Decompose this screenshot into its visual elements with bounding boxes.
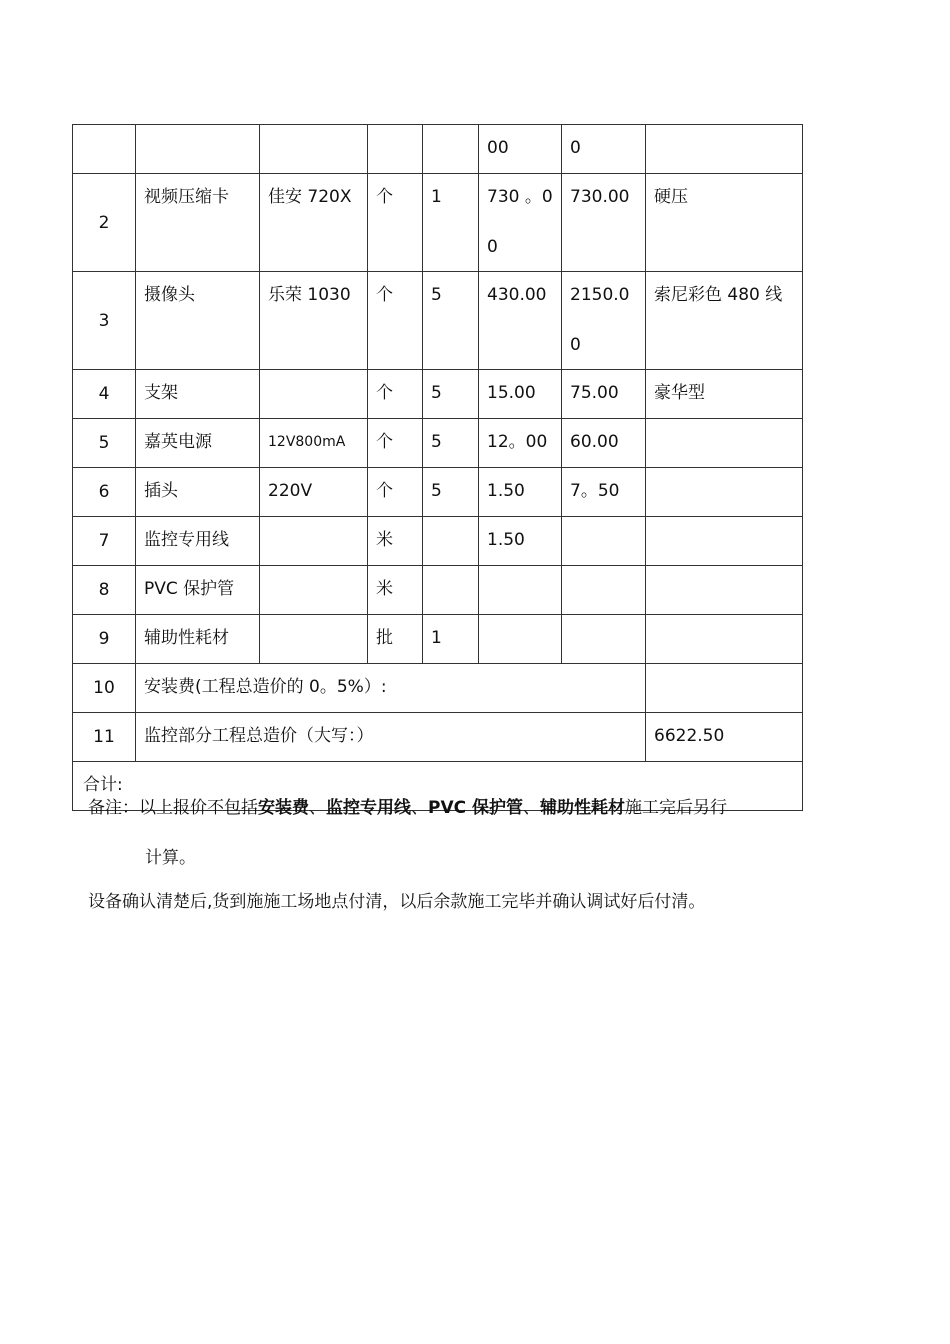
cell-price: 15.00 [479, 370, 562, 419]
cell-unit: 个 [368, 370, 423, 419]
table-row [73, 272, 803, 370]
remark-item-install: 安装费 [258, 798, 309, 818]
quotation-table [72, 124, 803, 811]
cell-remark [646, 517, 803, 566]
cell-remark [646, 468, 803, 517]
grand-total-value: 6622.50 [646, 713, 803, 762]
install-fee-label: 安装费(工程总造价的 0。5%）: [136, 664, 646, 713]
cell-total [562, 566, 646, 615]
cell-unit: 个 [368, 174, 423, 272]
cell-qty [423, 566, 479, 615]
grand-total-row [73, 713, 803, 762]
payment-terms: 设备确认清楚后,货到施施工场地点付清，以后余款施工完毕并确认调试好后付清。 [88, 892, 706, 912]
cell-qty: 1 [423, 615, 479, 664]
cell-price: 12。00 [479, 419, 562, 468]
cell-remark: 索尼彩色 480 线 [646, 272, 803, 370]
remark-continuation: 计算。 [145, 848, 196, 868]
cell-name: 监控专用线 [136, 517, 260, 566]
cell-no: 5 [73, 419, 136, 468]
table-row [73, 419, 803, 468]
cell-qty: 5 [423, 370, 479, 419]
cell-no: 9 [73, 615, 136, 664]
cell-total [562, 517, 646, 566]
cell-qty [423, 125, 479, 174]
cell-unit [368, 125, 423, 174]
table-row [73, 174, 803, 272]
remark-sep: 、 [523, 798, 541, 818]
cell-name: 插头 [136, 468, 260, 517]
cell-model: 12V800mA [260, 419, 368, 468]
cell-unit: 个 [368, 468, 423, 517]
cell-price: 1.50 [479, 517, 562, 566]
cell-name: PVC 保护管 [136, 566, 260, 615]
table-row [73, 468, 803, 517]
total-line-2: 0 [570, 335, 581, 355]
cell-qty: 5 [423, 419, 479, 468]
cell-no: 6 [73, 468, 136, 517]
cell-no: 2 [73, 174, 136, 272]
cell-total: 7。50 [562, 468, 646, 517]
cell-name: 摄像头 [136, 272, 260, 370]
cell-name [136, 125, 260, 174]
cell-no: 4 [73, 370, 136, 419]
cell-no: 8 [73, 566, 136, 615]
cell-no: 10 [73, 664, 136, 713]
cell-remark [646, 615, 803, 664]
cell-unit: 批 [368, 615, 423, 664]
table-row [73, 370, 803, 419]
cell-price: 1.50 [479, 468, 562, 517]
remark-item-cable: 监控专用线 [326, 798, 411, 818]
cell-model [260, 125, 368, 174]
install-fee-row [73, 664, 803, 713]
price-line-1: 730 。0 [487, 187, 553, 207]
remark-suffix: 施工完后另行 [625, 798, 728, 818]
remark-item-pvc: PVC 保护管 [428, 798, 524, 818]
cell-price: 00 [479, 125, 562, 174]
table-row [73, 615, 803, 664]
cell-qty: 5 [423, 468, 479, 517]
cell-total [562, 615, 646, 664]
cell-remark: 硬压 [646, 174, 803, 272]
sum-label: 合计: [73, 762, 803, 811]
cell-total: 730.00 [562, 174, 646, 272]
cell-unit: 米 [368, 566, 423, 615]
remark-prefix: 备注：以上报价不包括 [88, 798, 258, 818]
table-row [73, 566, 803, 615]
table-row [73, 517, 803, 566]
cell-no [73, 125, 136, 174]
cell-model [260, 566, 368, 615]
remark-item-consumables: 辅助性耗材 [540, 798, 626, 818]
cell-name: 嘉英电源 [136, 419, 260, 468]
cell-price [479, 615, 562, 664]
cell-model: 乐荣 1030 [260, 272, 368, 370]
cell-model: 佳安 720X [260, 174, 368, 272]
cell-remark [646, 566, 803, 615]
cell-total: 60.00 [562, 419, 646, 468]
install-fee-value [646, 664, 803, 713]
grand-total-label: 监控部分工程总造价（大写：） [136, 713, 646, 762]
cell-qty: 1 [423, 174, 479, 272]
cell-model [260, 370, 368, 419]
cell-total: 75.00 [562, 370, 646, 419]
cell-model [260, 517, 368, 566]
cell-unit: 个 [368, 272, 423, 370]
cell-name: 视频压缩卡 [136, 174, 260, 272]
cell-unit: 个 [368, 419, 423, 468]
cell-qty: 5 [423, 272, 479, 370]
cell-no: 7 [73, 517, 136, 566]
cell-name: 支架 [136, 370, 260, 419]
cell-price [479, 566, 562, 615]
cell-no: 11 [73, 713, 136, 762]
cell-qty [423, 517, 479, 566]
cell-total [562, 272, 646, 370]
cell-total: 0 [562, 125, 646, 174]
remark-sep: 、 [411, 798, 428, 818]
table-row [73, 125, 803, 174]
cell-name: 辅助性耗材 [136, 615, 260, 664]
remark-sep: 、 [309, 798, 326, 818]
price-line-2: 0 [487, 237, 498, 257]
cell-remark: 豪华型 [646, 370, 803, 419]
cell-price: 430.00 [479, 272, 562, 370]
remark-line [88, 796, 727, 820]
cell-no: 3 [73, 272, 136, 370]
cell-remark [646, 419, 803, 468]
cell-model [260, 615, 368, 664]
cell-model: 220V [260, 468, 368, 517]
total-line-1: 2150.0 [570, 285, 630, 305]
cell-remark [646, 125, 803, 174]
cell-unit: 米 [368, 517, 423, 566]
cell-price [479, 174, 562, 272]
